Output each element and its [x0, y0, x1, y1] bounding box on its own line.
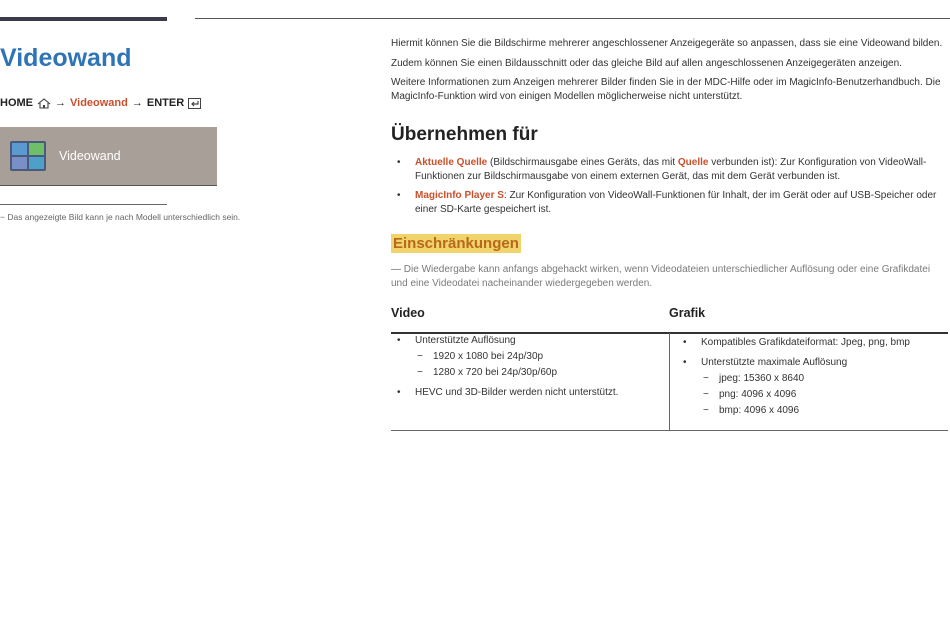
videowall-icon [10, 141, 46, 171]
list-item: − bmp: 4096 x 4096 [677, 403, 947, 419]
top-bar-accent [0, 17, 167, 21]
footnote: − Das angezeigte Bild kann je nach Modell unterschiedlich sein. [0, 212, 241, 222]
videowall-tile-label: Videowand [59, 149, 121, 163]
list-item [391, 156, 948, 183]
page-title: Videowand [0, 44, 132, 72]
table-header-grafik: Grafik [669, 306, 706, 320]
breadcrumb [0, 97, 202, 109]
note-dash-icon: ― [391, 264, 401, 275]
intro-paragraph: Weitere Informationen zum Anzeigen mehrerer Bilder finden Sie in der MDC-Hilfe oder im MagicInfo-Benutzerhandbuch. Die MagicInfo-Funktion wird von einigen Modellen möglicherweise nicht unterstützt. [391, 77, 941, 102]
home-icon [37, 98, 51, 109]
list-item: • Kompatibles Grafikdateiformat: Jpeg, png, bmp [677, 335, 947, 351]
list-item: − 1280 x 720 bei 24p/30p/60p [391, 365, 666, 381]
breadcrumb-arrow: → [55, 97, 66, 109]
list-item: • Unterstützte maximale Auflösung [677, 355, 947, 371]
term-magicinfo: MagicInfo Player S [415, 190, 504, 201]
grafik-spec-list [677, 335, 947, 419]
table-column-divider [669, 333, 670, 430]
enter-icon [188, 98, 202, 109]
list-item [391, 189, 948, 216]
intro-paragraph: Zudem können Sie einen Bildausschnitt oder das gleiche Bild auf allen angeschlossenen Anzeigegeräten anzeigen. [391, 58, 902, 69]
apply-heading: Übernehmen für [391, 124, 538, 145]
item-text: (Bildschirmausgabe eines Geräts, das mit [487, 157, 678, 168]
note-text: Die Wiedergabe kann anfangs abgehackt wirken, wenn Videodateien unterschiedlicher Auflösung oder eine Grafikdatei und eine Videodatei nacheinander wiedergegeben werden. [391, 264, 931, 289]
breadcrumb-arrow: → [131, 97, 143, 109]
term-current-source: Aktuelle Quelle [415, 157, 488, 168]
restrictions-note [391, 263, 948, 291]
list-item: − png: 4096 x 4096 [677, 387, 947, 403]
list-item: • HEVC und 3D-Bilder werden nicht unterstützt. [391, 385, 666, 401]
item-text: : Zur Konfiguration von VideoWall-Funktionen für Inhalt, der im Gerät oder auf USB-Speicher oder einer SD-Karte gespeichert ist. [415, 190, 937, 215]
term-source: Quelle [677, 157, 709, 168]
table-bottom-rule [391, 430, 948, 431]
table-header-video: Video [391, 306, 425, 320]
videowall-menu-tile[interactable] [0, 127, 217, 186]
item-text: verbunden ist): Zur Konfiguration von VideoWall-Funktionen zur Bildschirmausgabe von einem externen Gerät, das mit dem Gerät verbunden ist. [415, 157, 927, 182]
video-spec-list [391, 333, 666, 401]
list-item: − 1920 x 1080 bei 24p/30p [391, 349, 666, 365]
restrictions-heading: Einschränkungen [393, 235, 519, 252]
breadcrumb-enter: ENTER [146, 97, 185, 109]
footnote-divider [0, 204, 167, 205]
breadcrumb-current: Videowand [70, 97, 128, 109]
list-item: • Unterstützte Auflösung [391, 333, 666, 349]
top-rule [195, 18, 950, 19]
apply-list [391, 156, 948, 222]
breadcrumb-home: HOME [0, 97, 33, 109]
intro-paragraph: Hiermit können Sie die Bildschirme mehrerer angeschlossener Anzeigegeräte so anpassen, dass sie eine Videowand bilden. [391, 38, 943, 49]
list-item: − jpeg: 15360 x 8640 [677, 371, 947, 387]
